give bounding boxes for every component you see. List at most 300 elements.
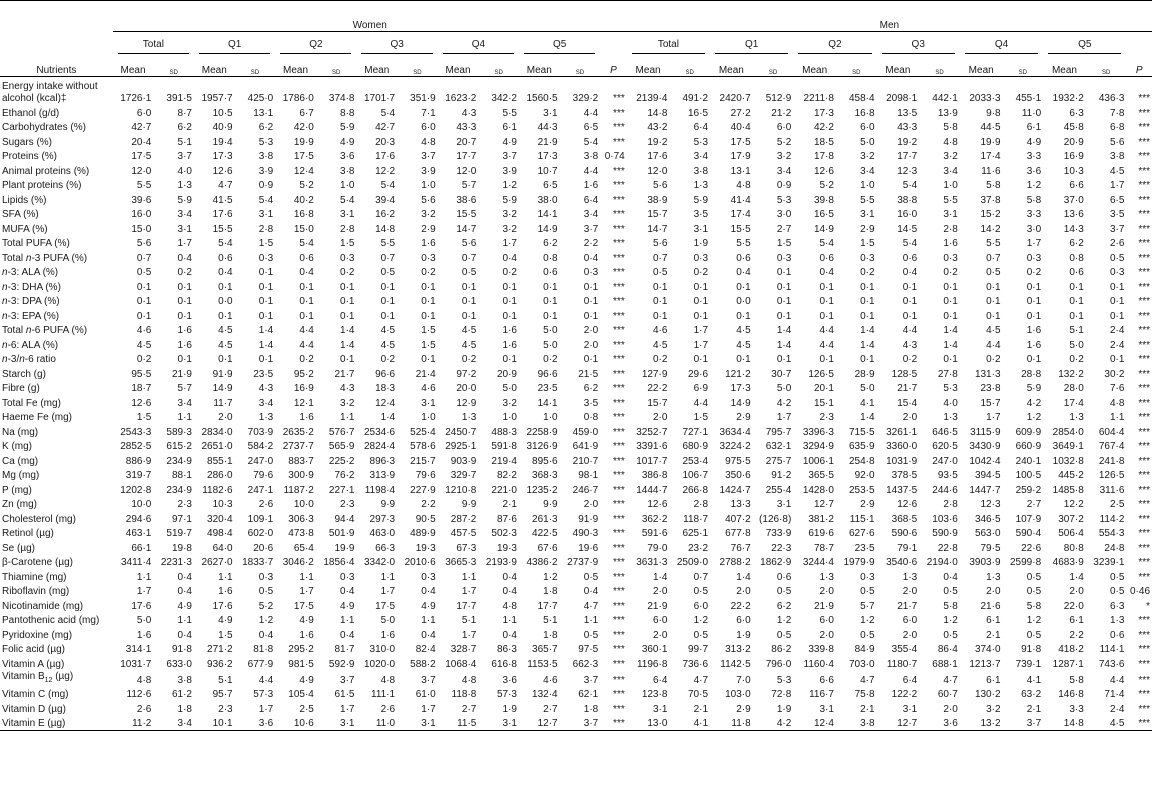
women-sd-cell: 19·9	[334, 542, 355, 554]
header-quantile-row	[0, 32, 1152, 55]
women-sd-cell: 0·3	[421, 571, 436, 583]
men-sd-cell: 1·2	[860, 615, 875, 626]
women-mean-cell: 2824·4	[363, 441, 396, 452]
women-sd-cell: 0·4	[502, 586, 517, 597]
men-sd-cell: 3·8	[1109, 151, 1125, 162]
women-mean-cell: 95·5	[131, 368, 152, 380]
women-p-cell: ***	[613, 528, 625, 539]
men-mean-cell: 17·7	[897, 151, 918, 162]
women-mean-cell: 310·0	[369, 644, 396, 655]
men-sd-cell: 3·6	[1026, 165, 1042, 177]
quantile-label: Total	[118, 39, 189, 54]
nutrient-name: Pantothenic acid (mg)	[2, 615, 100, 626]
women-mean-cell: 329·7	[450, 470, 477, 481]
men-mean-cell: 123·8	[641, 689, 668, 700]
women-sd-cell: 0·1	[258, 281, 274, 293]
women-sd-cell: 3·7	[502, 151, 517, 162]
women-mean-cell: 5·0	[380, 615, 396, 626]
women-mean-cell: 4·8	[461, 674, 477, 686]
men-mean-cell: 14·3	[1063, 223, 1084, 235]
men-mean-cell: 15·7	[980, 397, 1001, 409]
women-sd-cell: 3·1	[421, 397, 436, 409]
men-sd-cell: 93·5	[937, 470, 958, 481]
women-sd-cell: 589·3	[166, 426, 192, 438]
women-p-cell: ***	[613, 629, 625, 641]
men-sd-cell: 0·1	[1026, 296, 1042, 307]
women-mean-cell: 3342·0	[363, 557, 396, 568]
quantile-header-men	[1043, 32, 1126, 55]
women-mean-cell: 0·1	[380, 281, 396, 293]
men-p-cell: ***	[1138, 310, 1150, 322]
table-row	[0, 526, 1152, 541]
women-sd-cell: 19·3	[415, 542, 436, 554]
men-p-cell: ***	[1138, 136, 1150, 148]
mean-header: Mean	[194, 54, 235, 77]
women-p-cell: ***	[613, 499, 625, 510]
women-sd-cell: 4·4	[583, 107, 599, 119]
men-mean-cell: 374·0	[974, 644, 1001, 655]
men-sd-cell: 23·2	[688, 542, 709, 554]
men-sd-cell: 1·4	[776, 339, 792, 351]
women-sd-cell: 1·1	[177, 615, 192, 626]
women-sd-cell: 2193·9	[485, 557, 517, 568]
men-sd-cell: 115·1	[849, 513, 875, 525]
men-mean-cell: 350·6	[725, 470, 751, 481]
women-mean-cell: 12·2	[375, 165, 396, 177]
women-mean-cell: 457·5	[450, 528, 477, 539]
women-sd-cell: 633·0	[166, 658, 192, 670]
men-mean-cell: 2·0	[1069, 586, 1084, 597]
men-mean-cell: 23·8	[980, 383, 1001, 394]
men-mean-cell: 5·1	[1069, 325, 1084, 336]
women-sd-cell: 7·1	[421, 107, 436, 119]
table-row	[0, 105, 1152, 120]
nutrient-name: β-Carotene (µg)	[2, 557, 73, 568]
women-p-cell: ***	[613, 281, 625, 293]
sd-header: sd	[397, 54, 438, 77]
women-sd-cell: 3·7	[583, 674, 599, 686]
women-mean-cell: 1068·4	[445, 658, 477, 670]
men-mean-cell: 0·1	[819, 281, 834, 293]
men-mean-cell: 4·5	[736, 325, 751, 336]
men-sd-cell: 0·1	[776, 310, 792, 322]
women-mean-cell: 10·5	[212, 107, 233, 119]
women-mean-cell: 2635·2	[282, 426, 314, 438]
women-mean-cell: 368·3	[532, 470, 558, 481]
women-mean-cell: 1031·7	[120, 658, 152, 670]
quantile-header-women	[438, 32, 519, 55]
men-mean-cell: 5·5	[736, 238, 751, 249]
men-sd-cell: 1·3	[943, 412, 958, 423]
men-mean-cell: 5·6	[652, 238, 668, 249]
men-sd-cell: 11·0	[1021, 107, 1042, 119]
women-sd-cell: 3·2	[502, 397, 517, 409]
women-sd-cell: 3·2	[502, 209, 517, 220]
women-sd-cell: 3·7	[560, 716, 601, 731]
men-mean-cell: 4·5	[736, 339, 751, 351]
women-sd-cell: 1·5	[340, 238, 355, 249]
women-mean-cell: 20·0	[456, 383, 477, 394]
men-mean-cell: 2·0	[819, 586, 834, 597]
men-sd-cell: 0·5	[943, 629, 958, 641]
women-mean-cell: 16·2	[375, 209, 396, 220]
women-sd-cell: 519·7	[166, 528, 192, 539]
women-mean-cell: 10·0	[131, 499, 152, 510]
women-mean-cell: 10·3	[212, 499, 233, 510]
men-p-cell: ***	[1138, 93, 1150, 104]
women-mean-cell: 19·9	[293, 136, 314, 148]
men-mean-cell: 6·0	[652, 615, 668, 626]
men-mean-cell: 6·2	[1069, 238, 1084, 249]
men-p-cell: ***	[1138, 426, 1150, 438]
women-sd-cell: 1·5	[258, 238, 274, 249]
men-sd-cell: 680·9	[682, 441, 709, 452]
men-mean-cell: 2·0	[736, 586, 751, 597]
women-p-cell: ***	[613, 368, 625, 380]
women-p-cell: 0·74	[604, 151, 625, 162]
women-sd-cell: 5·4	[340, 194, 355, 206]
men-mean-cell: 1932·2	[1052, 93, 1084, 104]
women-mean-cell: 12·9	[456, 397, 477, 409]
men-mean-cell: 0·6	[1069, 267, 1084, 278]
men-p-cell: ***	[1138, 368, 1150, 380]
men-sd-cell: 688·1	[932, 658, 958, 670]
women-sd-cell: 91·9	[578, 513, 599, 525]
men-sd-cell: 3·3	[1026, 151, 1042, 162]
men-mean-cell: 0·4	[902, 267, 918, 278]
table-row	[0, 207, 1152, 222]
men-sd-cell: 3·5	[693, 209, 709, 220]
men-mean-cell: 6·3	[1069, 107, 1084, 119]
women-mean-cell: 4·5	[218, 339, 233, 351]
men-sd-cell: 0·1	[776, 296, 792, 307]
men-mean-cell: 116·7	[809, 689, 834, 700]
women-sd-cell: 0·1	[258, 354, 274, 365]
women-sd-cell: 3·8	[583, 151, 599, 162]
men-mean-cell: 407·2	[725, 513, 751, 525]
women-p-cell: ***	[613, 513, 625, 525]
nutrient-name: Proteins (%)	[2, 151, 58, 162]
women-mean-cell: 112·6	[126, 689, 152, 700]
women-mean-cell: 4·9	[218, 615, 233, 626]
women-sd-cell: 4·8	[502, 600, 517, 612]
men-mean-cell: 12·3	[897, 165, 918, 177]
men-sd-cell: 0·5	[1109, 252, 1125, 264]
men-mean-cell: 2·9	[736, 412, 751, 423]
men-p-cell: ***	[1138, 484, 1150, 496]
men-mean-cell: 5·4	[819, 238, 834, 249]
men-sd-cell: 733·9	[765, 528, 792, 539]
women-mean-cell: 4·9	[299, 674, 314, 686]
women-sd-cell: 210·7	[572, 455, 599, 467]
women-mean-cell: 1187·2	[283, 484, 314, 496]
men-mean-cell: 21·7	[897, 383, 918, 394]
women-sd-cell: 2·1	[502, 499, 517, 510]
women-sd-cell: 215·7	[410, 455, 436, 467]
women-mean-cell: 1·1	[380, 571, 396, 583]
women-sd-cell: 0·1	[583, 310, 599, 322]
men-p-cell: ***	[1138, 455, 1150, 467]
women-mean-cell: 16·9	[293, 383, 314, 394]
men-mean-cell: 19·2	[647, 136, 668, 148]
men-sd-cell: 2·9	[860, 499, 875, 510]
women-sd-cell: 0·3	[421, 252, 436, 264]
men-mean-cell: 0·2	[652, 354, 668, 365]
women-sd-cell: 3·2	[502, 223, 517, 235]
women-mean-cell: 2627·0	[201, 557, 233, 568]
women-mean-cell: 1701·7	[363, 93, 396, 104]
men-p-cell: ***	[1138, 528, 1150, 539]
women-sd-cell: 0·3	[258, 252, 274, 264]
women-p-cell: ***	[613, 296, 625, 307]
women-sd-cell: 1·6	[421, 238, 436, 249]
men-mean-cell: 2·0	[902, 412, 918, 423]
table-header	[0, 1, 1152, 77]
women-p-cell: ***	[613, 383, 625, 394]
women-mean-cell: 6·2	[543, 238, 558, 249]
women-mean-cell: 12·6	[212, 165, 233, 177]
men-sd-cell: 30·7	[771, 368, 792, 380]
men-sd-cell: 4·1	[1026, 674, 1042, 686]
men-sd-cell: 627·6	[849, 528, 875, 539]
men-sd-cell: 660·9	[1015, 441, 1042, 452]
women-sd-cell: 0·3	[340, 571, 355, 583]
women-mean-cell: 300·9	[288, 470, 314, 481]
women-sd-cell: 98·1	[578, 470, 599, 481]
women-sd-cell: 0·1	[583, 281, 599, 293]
men-sd-cell: 2·4	[1109, 703, 1125, 715]
men-sd-cell: 255·4	[765, 484, 792, 496]
men-mean-cell: 19·2	[897, 136, 918, 148]
nutrient-name: n-3: EPA (%)	[2, 310, 60, 322]
men-mean-cell: 78·7	[813, 542, 834, 554]
nutrient-name: Haeme Fe (mg)	[2, 412, 73, 423]
men-sd-cell: 590·9	[932, 528, 958, 539]
men-group-header: Men	[627, 1, 1152, 32]
women-sd-cell: 1·8	[177, 703, 192, 715]
men-sd-cell: 4·7	[860, 674, 875, 686]
women-p-cell: ***	[600, 716, 627, 731]
men-mean-cell: 975·5	[725, 455, 751, 467]
men-p-cell: ***	[1138, 629, 1150, 641]
men-sd-cell: 1·4	[776, 325, 792, 336]
women-sd-cell: 0·1	[340, 354, 355, 365]
women-mean-cell: 1·6	[136, 629, 152, 641]
women-mean-cell: 365·7	[532, 644, 558, 655]
women-mean-cell: 1560·5	[526, 93, 558, 104]
men-mean-cell: 2788·2	[719, 557, 751, 568]
men-mean-cell: 15·4	[897, 397, 918, 409]
men-mean-cell: 146·8	[1058, 689, 1084, 700]
men-sd-cell: 0·3	[1109, 267, 1125, 278]
nutrient-name: SFA (%)	[2, 209, 39, 220]
women-mean-cell: 64·0	[212, 542, 233, 554]
table-row	[0, 540, 1152, 555]
women-mean-cell: 17·7	[456, 151, 477, 162]
women-p-cell: ***	[613, 339, 625, 351]
women-p-cell: ***	[613, 600, 625, 612]
women-sd-cell: 0·1	[340, 296, 355, 307]
table-body	[0, 77, 1152, 731]
men-sd-cell: 91·8	[1021, 644, 1042, 655]
men-mean-cell: 4·5	[652, 339, 668, 351]
men-sd-cell: 3·4	[860, 165, 875, 177]
men-sd-cell: 2·1	[693, 703, 709, 715]
men-sd-cell: 2·1	[860, 703, 875, 715]
women-sd-cell: 3·4	[583, 209, 599, 220]
women-mean-cell: 4·9	[299, 615, 314, 626]
nutrient-name: Total n-6 PUFA (%)	[2, 325, 88, 336]
men-mean-cell: 6·4	[902, 674, 918, 686]
nutrient-name: Thiamine (mg)	[2, 571, 67, 583]
women-sd-cell: 1·4	[258, 339, 274, 351]
women-mean-cell: 1·7	[461, 629, 477, 641]
women-sd-cell: 4·6	[421, 383, 436, 394]
men-sd-cell: 1·4	[943, 325, 958, 336]
men-sd-cell: 2·9	[860, 223, 875, 235]
women-sd-cell: 2·9	[421, 223, 436, 235]
men-mean-cell: 79·5	[980, 542, 1001, 554]
women-mean-cell: 14·8	[375, 223, 396, 235]
women-mean-cell: 67·3	[456, 542, 477, 554]
men-mean-cell: 42·2	[813, 122, 834, 133]
men-mean-cell: 19·9	[980, 136, 1001, 148]
p-header: P	[600, 54, 627, 77]
men-sd-cell: 0·1	[943, 354, 958, 365]
women-sd-cell: 0·5	[258, 586, 274, 597]
men-sd-cell: 458·4	[849, 93, 875, 104]
men-sd-cell: 3·5	[1109, 209, 1125, 220]
women-mean-cell: 40·9	[212, 122, 233, 133]
women-sd-cell: 91·8	[171, 644, 192, 655]
women-mean-cell: 12·0	[131, 165, 152, 177]
women-p-cell: ***	[613, 542, 625, 554]
women-p-cell: ***	[613, 252, 625, 264]
men-mean-cell: 21·9	[813, 600, 834, 612]
women-mean-cell: 44·3	[537, 122, 558, 133]
women-mean-cell: 12·0	[456, 165, 477, 177]
men-sd-cell: 3·8	[693, 165, 709, 177]
table-row	[0, 598, 1152, 613]
table-row	[0, 482, 1152, 497]
women-mean-cell: 2258·9	[526, 426, 558, 438]
men-sd-cell: 266·8	[682, 484, 709, 496]
women-mean-cell: 319·7	[125, 470, 152, 481]
men-mean-cell: 0·1	[652, 281, 668, 293]
women-mean-cell: 0·1	[543, 310, 558, 322]
women-mean-cell: 1·6	[218, 586, 233, 597]
women-mean-cell: 2·3	[218, 703, 233, 715]
women-mean-cell: 0·1	[299, 281, 314, 293]
men-mean-cell: 38·8	[897, 194, 918, 206]
women-mean-cell: 12·4	[293, 165, 314, 177]
women-mean-cell: 3126·9	[526, 441, 558, 452]
women-sd-cell: 88·1	[171, 470, 192, 481]
women-sd-cell: 57·3	[496, 689, 517, 700]
table-row	[0, 584, 1152, 599]
women-sd-cell: 1·1	[502, 615, 517, 626]
women-mean-cell: 0·1	[218, 281, 233, 293]
men-sd-cell: 0·1	[860, 281, 875, 293]
men-sd-cell: 0·5	[776, 629, 792, 641]
women-mean-cell: 15·5	[456, 209, 477, 220]
men-mean-cell: 2420·7	[719, 93, 751, 104]
women-sd-cell: 0·4	[177, 586, 192, 597]
men-mean-cell: 0·6	[819, 252, 834, 264]
women-sd-cell: 0·2	[421, 267, 436, 278]
men-mean-cell: 5·8	[986, 180, 1001, 191]
women-sd-cell: 1·6	[502, 339, 517, 351]
men-sd-cell: 1·2	[1026, 180, 1042, 191]
men-sd-cell: 0·1	[776, 267, 792, 278]
women-p-cell: ***	[613, 615, 625, 626]
men-p-cell: ***	[1138, 383, 1150, 394]
men-sd-cell: 5·8	[943, 600, 958, 612]
men-sd-cell: 100·5	[1015, 470, 1042, 481]
men-sd-cell: (126·8)	[759, 513, 792, 525]
women-sd-cell: 615·2	[166, 441, 192, 452]
women-p-cell: ***	[613, 325, 625, 336]
men-mean-cell: 131·3	[974, 368, 1001, 380]
nutrient-name: Pyridoxine (mg)	[2, 629, 73, 641]
table-row	[0, 221, 1152, 236]
sd-header: sd	[669, 54, 710, 77]
mean-header: Mean	[877, 54, 920, 77]
men-mean-cell: 22·2	[647, 383, 668, 394]
women-sd-cell: 2·2	[421, 499, 436, 510]
men-mean-cell: 0·1	[736, 354, 751, 365]
men-mean-cell: 6·1	[986, 615, 1001, 626]
women-mean-cell: 1·8	[543, 586, 558, 597]
women-sd-cell: 3·8	[258, 151, 274, 162]
women-sd-cell: 3·9	[502, 165, 517, 177]
women-sd-cell: 90·5	[415, 513, 436, 525]
men-sd-cell: 22·3	[771, 542, 792, 554]
men-mean-cell: 0·1	[902, 310, 918, 322]
women-sd-cell: 6·5	[583, 122, 599, 133]
women-mean-cell: 17·7	[537, 600, 558, 612]
women-mean-cell: 3411·4	[120, 557, 152, 568]
men-sd-cell: 0·1	[860, 310, 875, 322]
women-mean-cell: 10·0	[293, 499, 314, 510]
women-sd-cell: 20·6	[253, 542, 274, 554]
nutrient-name: Total PUFA (%)	[2, 238, 70, 249]
mean-header: Mean	[275, 54, 316, 77]
men-mean-cell: 0·1	[902, 281, 918, 293]
women-mean-cell: 0·2	[543, 354, 558, 365]
women-sd-cell: 525·4	[410, 426, 436, 438]
men-sd-cell: 0·5	[1109, 571, 1125, 583]
men-mean-cell: 12·2	[1063, 499, 1084, 510]
women-mean-cell: 41·5	[212, 194, 233, 206]
women-mean-cell: 1·7	[380, 586, 396, 597]
women-sd-cell: 1·0	[421, 180, 436, 191]
sd-header: sd	[478, 54, 519, 77]
men-sd-cell: 3·7	[1109, 223, 1125, 235]
women-sd-cell: 1833·7	[242, 557, 274, 568]
women-sd-cell: 4·8	[421, 136, 436, 148]
women-sd-cell: 0·1	[177, 281, 192, 293]
women-mean-cell: 15·0	[131, 223, 152, 235]
women-sd-cell: 5·3	[258, 136, 274, 148]
men-mean-cell: 1142·5	[720, 658, 751, 670]
men-sd-cell: 604·4	[1098, 426, 1125, 438]
men-mean-cell: 18·5	[813, 136, 834, 148]
women-mean-cell: 1957·7	[201, 93, 233, 104]
women-sd-cell: 2·3	[340, 499, 355, 510]
women-mean-cell: 43·3	[456, 122, 477, 133]
women-mean-cell: 1·6	[380, 629, 396, 641]
